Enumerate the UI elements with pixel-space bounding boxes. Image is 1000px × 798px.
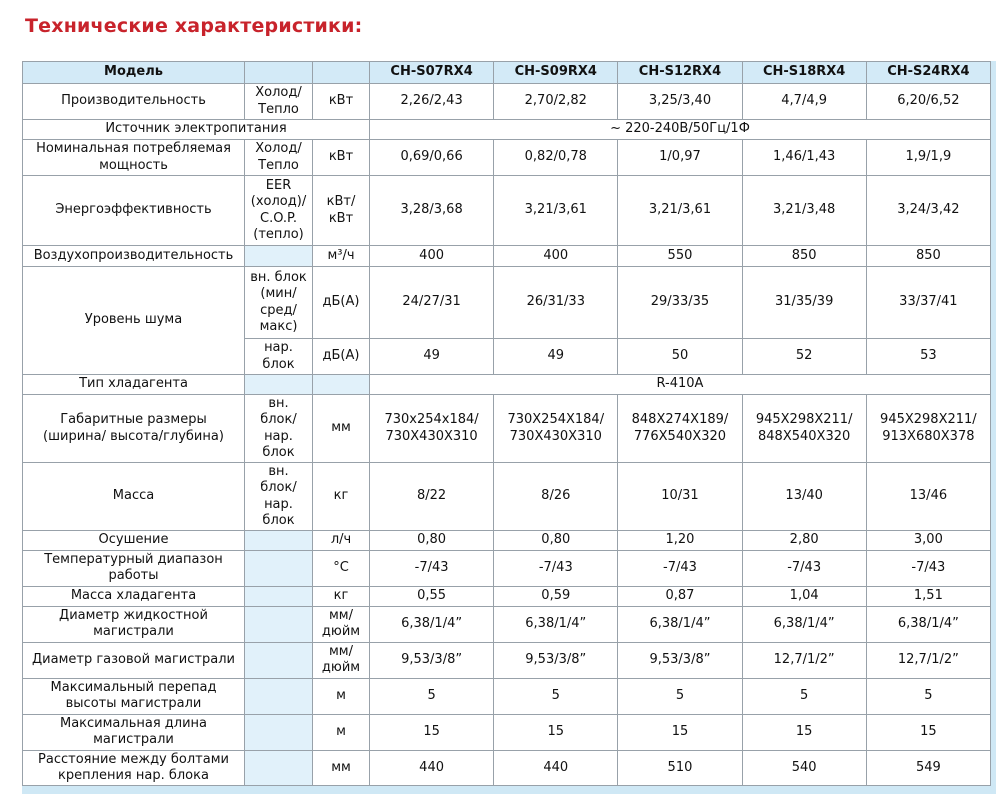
header-cell: CH-S18RX4	[742, 62, 866, 84]
table-row	[23, 395, 991, 463]
value-cell: 3,24/3,42	[866, 176, 990, 246]
empty-cell	[245, 642, 313, 678]
value-cell: 49	[494, 339, 618, 375]
header-cell	[313, 62, 370, 84]
value-cell: 540	[742, 750, 866, 786]
table-row	[23, 714, 991, 750]
table-row	[23, 267, 991, 339]
value-cell: 6,38/1/4”	[618, 606, 742, 642]
table-row	[23, 531, 991, 551]
row-label-cell: Производительность	[23, 84, 245, 120]
sub-label-cell: нар. блок	[245, 339, 313, 375]
value-cell: 0,82/0,78	[494, 140, 618, 176]
value-cell: 6,20/6,52	[866, 84, 990, 120]
value-cell: 52	[742, 339, 866, 375]
value-cell: 10/31	[618, 463, 742, 531]
table-row	[23, 84, 991, 120]
header-cell	[245, 62, 313, 84]
spec-table-wrapper	[22, 61, 996, 794]
spec-table-body	[23, 62, 991, 786]
table-row	[23, 120, 991, 140]
value-cell: 0,80	[370, 531, 494, 551]
row-label-cell: Габаритные размеры (ширина/ высота/глубина)	[23, 395, 245, 463]
page	[0, 15, 1000, 783]
table-row	[23, 62, 991, 84]
header-cell: CH-S24RX4	[866, 62, 990, 84]
sub-label-cell: EER (холод)/ C.O.P. (тепло)	[245, 176, 313, 246]
row-label-cell: Температурный диапазон работы	[23, 551, 245, 587]
row-label-cell: Максимальный перепад высоты магистрали	[23, 678, 245, 714]
value-cell: 31/35/39	[742, 267, 866, 339]
value-cell: 848X274X189/ 776X540X320	[618, 395, 742, 463]
value-cell: 945X298X211/ 913X680X378	[866, 395, 990, 463]
value-cell: 3,00	[866, 531, 990, 551]
value-cell: 12,7/1/2”	[866, 642, 990, 678]
value-cell: 3,25/3,40	[618, 84, 742, 120]
empty-cell	[245, 714, 313, 750]
table-row	[23, 586, 991, 606]
empty-cell	[245, 551, 313, 587]
table-row	[23, 642, 991, 678]
unit-cell: мм	[313, 395, 370, 463]
value-cell: -7/43	[494, 551, 618, 587]
row-label-cell: Расстояние между болтами крепления нар. блока	[23, 750, 245, 786]
empty-cell	[245, 586, 313, 606]
row-label-cell: Энергоэффективность	[23, 176, 245, 246]
page-title: Технические характеристики:	[25, 15, 363, 37]
value-cell: 6,38/1/4”	[742, 606, 866, 642]
value-cell: R-410A	[370, 375, 991, 395]
value-cell: 1/0,97	[618, 140, 742, 176]
empty-cell	[245, 246, 313, 267]
unit-cell: кВт/ кВт	[313, 176, 370, 246]
value-cell: 9,53/3/8”	[494, 642, 618, 678]
value-cell: 5	[742, 678, 866, 714]
value-cell: 0,87	[618, 586, 742, 606]
unit-cell: м	[313, 714, 370, 750]
unit-cell: кг	[313, 463, 370, 531]
value-cell: 3,21/3,61	[494, 176, 618, 246]
value-cell: 730x254x184/ 730X430X310	[370, 395, 494, 463]
value-cell: 2,26/2,43	[370, 84, 494, 120]
table-row	[23, 140, 991, 176]
value-cell: 1,20	[618, 531, 742, 551]
unit-cell: кВт	[313, 84, 370, 120]
unit-cell: м	[313, 678, 370, 714]
value-cell: 6,38/1/4”	[494, 606, 618, 642]
unit-cell: дБ(А)	[313, 339, 370, 375]
table-row	[23, 678, 991, 714]
row-label-cell: Масса	[23, 463, 245, 531]
value-cell: 850	[742, 246, 866, 267]
value-cell: 5	[370, 678, 494, 714]
table-row	[23, 176, 991, 246]
value-cell: -7/43	[866, 551, 990, 587]
value-cell: 2,70/2,82	[494, 84, 618, 120]
empty-cell	[245, 606, 313, 642]
value-cell: 29/33/35	[618, 267, 742, 339]
value-cell: 510	[618, 750, 742, 786]
sub-label-cell: вн. блок/ нар. блок	[245, 395, 313, 463]
value-cell: -7/43	[742, 551, 866, 587]
table-row	[23, 246, 991, 267]
value-cell: 53	[866, 339, 990, 375]
unit-cell: мм/ дюйм	[313, 606, 370, 642]
header-cell: CH-S09RX4	[494, 62, 618, 84]
unit-cell: кВт	[313, 140, 370, 176]
value-cell: 1,9/1,9	[866, 140, 990, 176]
row-label-cell: Номинальная потребляемая мощность	[23, 140, 245, 176]
value-cell: 3,21/3,48	[742, 176, 866, 246]
value-cell: 0,55	[370, 586, 494, 606]
unit-cell: л/ч	[313, 531, 370, 551]
value-cell: ~ 220-240В/50Гц/1Ф	[370, 120, 991, 140]
value-cell: 1,51	[866, 586, 990, 606]
row-label-cell: Максимальная длина магистрали	[23, 714, 245, 750]
value-cell: 50	[618, 339, 742, 375]
value-cell: 33/37/41	[866, 267, 990, 339]
value-cell: 549	[866, 750, 990, 786]
value-cell: -7/43	[370, 551, 494, 587]
table-row	[23, 375, 991, 395]
empty-cell	[245, 750, 313, 786]
value-cell: 0,80	[494, 531, 618, 551]
row-label-cell: Уровень шума	[23, 267, 245, 375]
value-cell: 1,04	[742, 586, 866, 606]
value-cell: 15	[370, 714, 494, 750]
header-cell: CH-S07RX4	[370, 62, 494, 84]
row-label-cell: Диаметр жидкостной магистрали	[23, 606, 245, 642]
value-cell: 3,21/3,61	[618, 176, 742, 246]
value-cell: 730X254X184/ 730X430X310	[494, 395, 618, 463]
value-cell: 26/31/33	[494, 267, 618, 339]
value-cell: 400	[370, 246, 494, 267]
unit-cell: °С	[313, 551, 370, 587]
value-cell: 400	[494, 246, 618, 267]
empty-cell	[313, 375, 370, 395]
value-cell: -7/43	[618, 551, 742, 587]
value-cell: 4,7/4,9	[742, 84, 866, 120]
sub-label-cell: вн. блок/ нар. блок	[245, 463, 313, 531]
value-cell: 49	[370, 339, 494, 375]
value-cell: 13/40	[742, 463, 866, 531]
unit-cell: м³/ч	[313, 246, 370, 267]
value-cell: 3,28/3,68	[370, 176, 494, 246]
empty-cell	[245, 531, 313, 551]
value-cell: 6,38/1/4”	[866, 606, 990, 642]
value-cell: 9,53/3/8”	[370, 642, 494, 678]
value-cell: 24/27/31	[370, 267, 494, 339]
value-cell: 13/46	[866, 463, 990, 531]
value-cell: 440	[370, 750, 494, 786]
value-cell: 5	[866, 678, 990, 714]
value-cell: 6,38/1/4”	[370, 606, 494, 642]
value-cell: 8/26	[494, 463, 618, 531]
sub-label-cell: Холод/ Тепло	[245, 140, 313, 176]
table-row	[23, 750, 991, 786]
unit-cell: дБ(А)	[313, 267, 370, 339]
value-cell: 15	[866, 714, 990, 750]
value-cell: 5	[618, 678, 742, 714]
table-row	[23, 606, 991, 642]
value-cell: 15	[494, 714, 618, 750]
unit-cell: мм/ дюйм	[313, 642, 370, 678]
table-row	[23, 551, 991, 587]
row-label-cell: Осушение	[23, 531, 245, 551]
value-cell: 12,7/1/2”	[742, 642, 866, 678]
value-cell: 850	[866, 246, 990, 267]
header-cell: CH-S12RX4	[618, 62, 742, 84]
header-cell: Модель	[23, 62, 245, 84]
table-row	[23, 463, 991, 531]
value-cell: 945X298X211/ 848X540X320	[742, 395, 866, 463]
empty-cell	[245, 375, 313, 395]
value-cell: 1,46/1,43	[742, 140, 866, 176]
value-cell: 9,53/3/8”	[618, 642, 742, 678]
row-label-cell: Тип хладагента	[23, 375, 245, 395]
value-cell: 2,80	[742, 531, 866, 551]
value-cell: 0,59	[494, 586, 618, 606]
unit-cell: мм	[313, 750, 370, 786]
value-cell: 440	[494, 750, 618, 786]
row-label-cell: Воздухопроизводительность	[23, 246, 245, 267]
value-cell: 15	[618, 714, 742, 750]
unit-cell: кг	[313, 586, 370, 606]
sub-label-cell: вн. блок (мин/ сред/ макс)	[245, 267, 313, 339]
row-label-cell: Масса хладагента	[23, 586, 245, 606]
value-cell: 15	[742, 714, 866, 750]
sub-label-cell: Холод/ Тепло	[245, 84, 313, 120]
value-cell: 550	[618, 246, 742, 267]
value-cell: 0,69/0,66	[370, 140, 494, 176]
row-label-cell: Диаметр газовой магистрали	[23, 642, 245, 678]
value-cell: 8/22	[370, 463, 494, 531]
empty-cell	[245, 678, 313, 714]
spec-table	[22, 61, 991, 786]
row-label-cell: Источник электропитания	[23, 120, 370, 140]
value-cell: 5	[494, 678, 618, 714]
